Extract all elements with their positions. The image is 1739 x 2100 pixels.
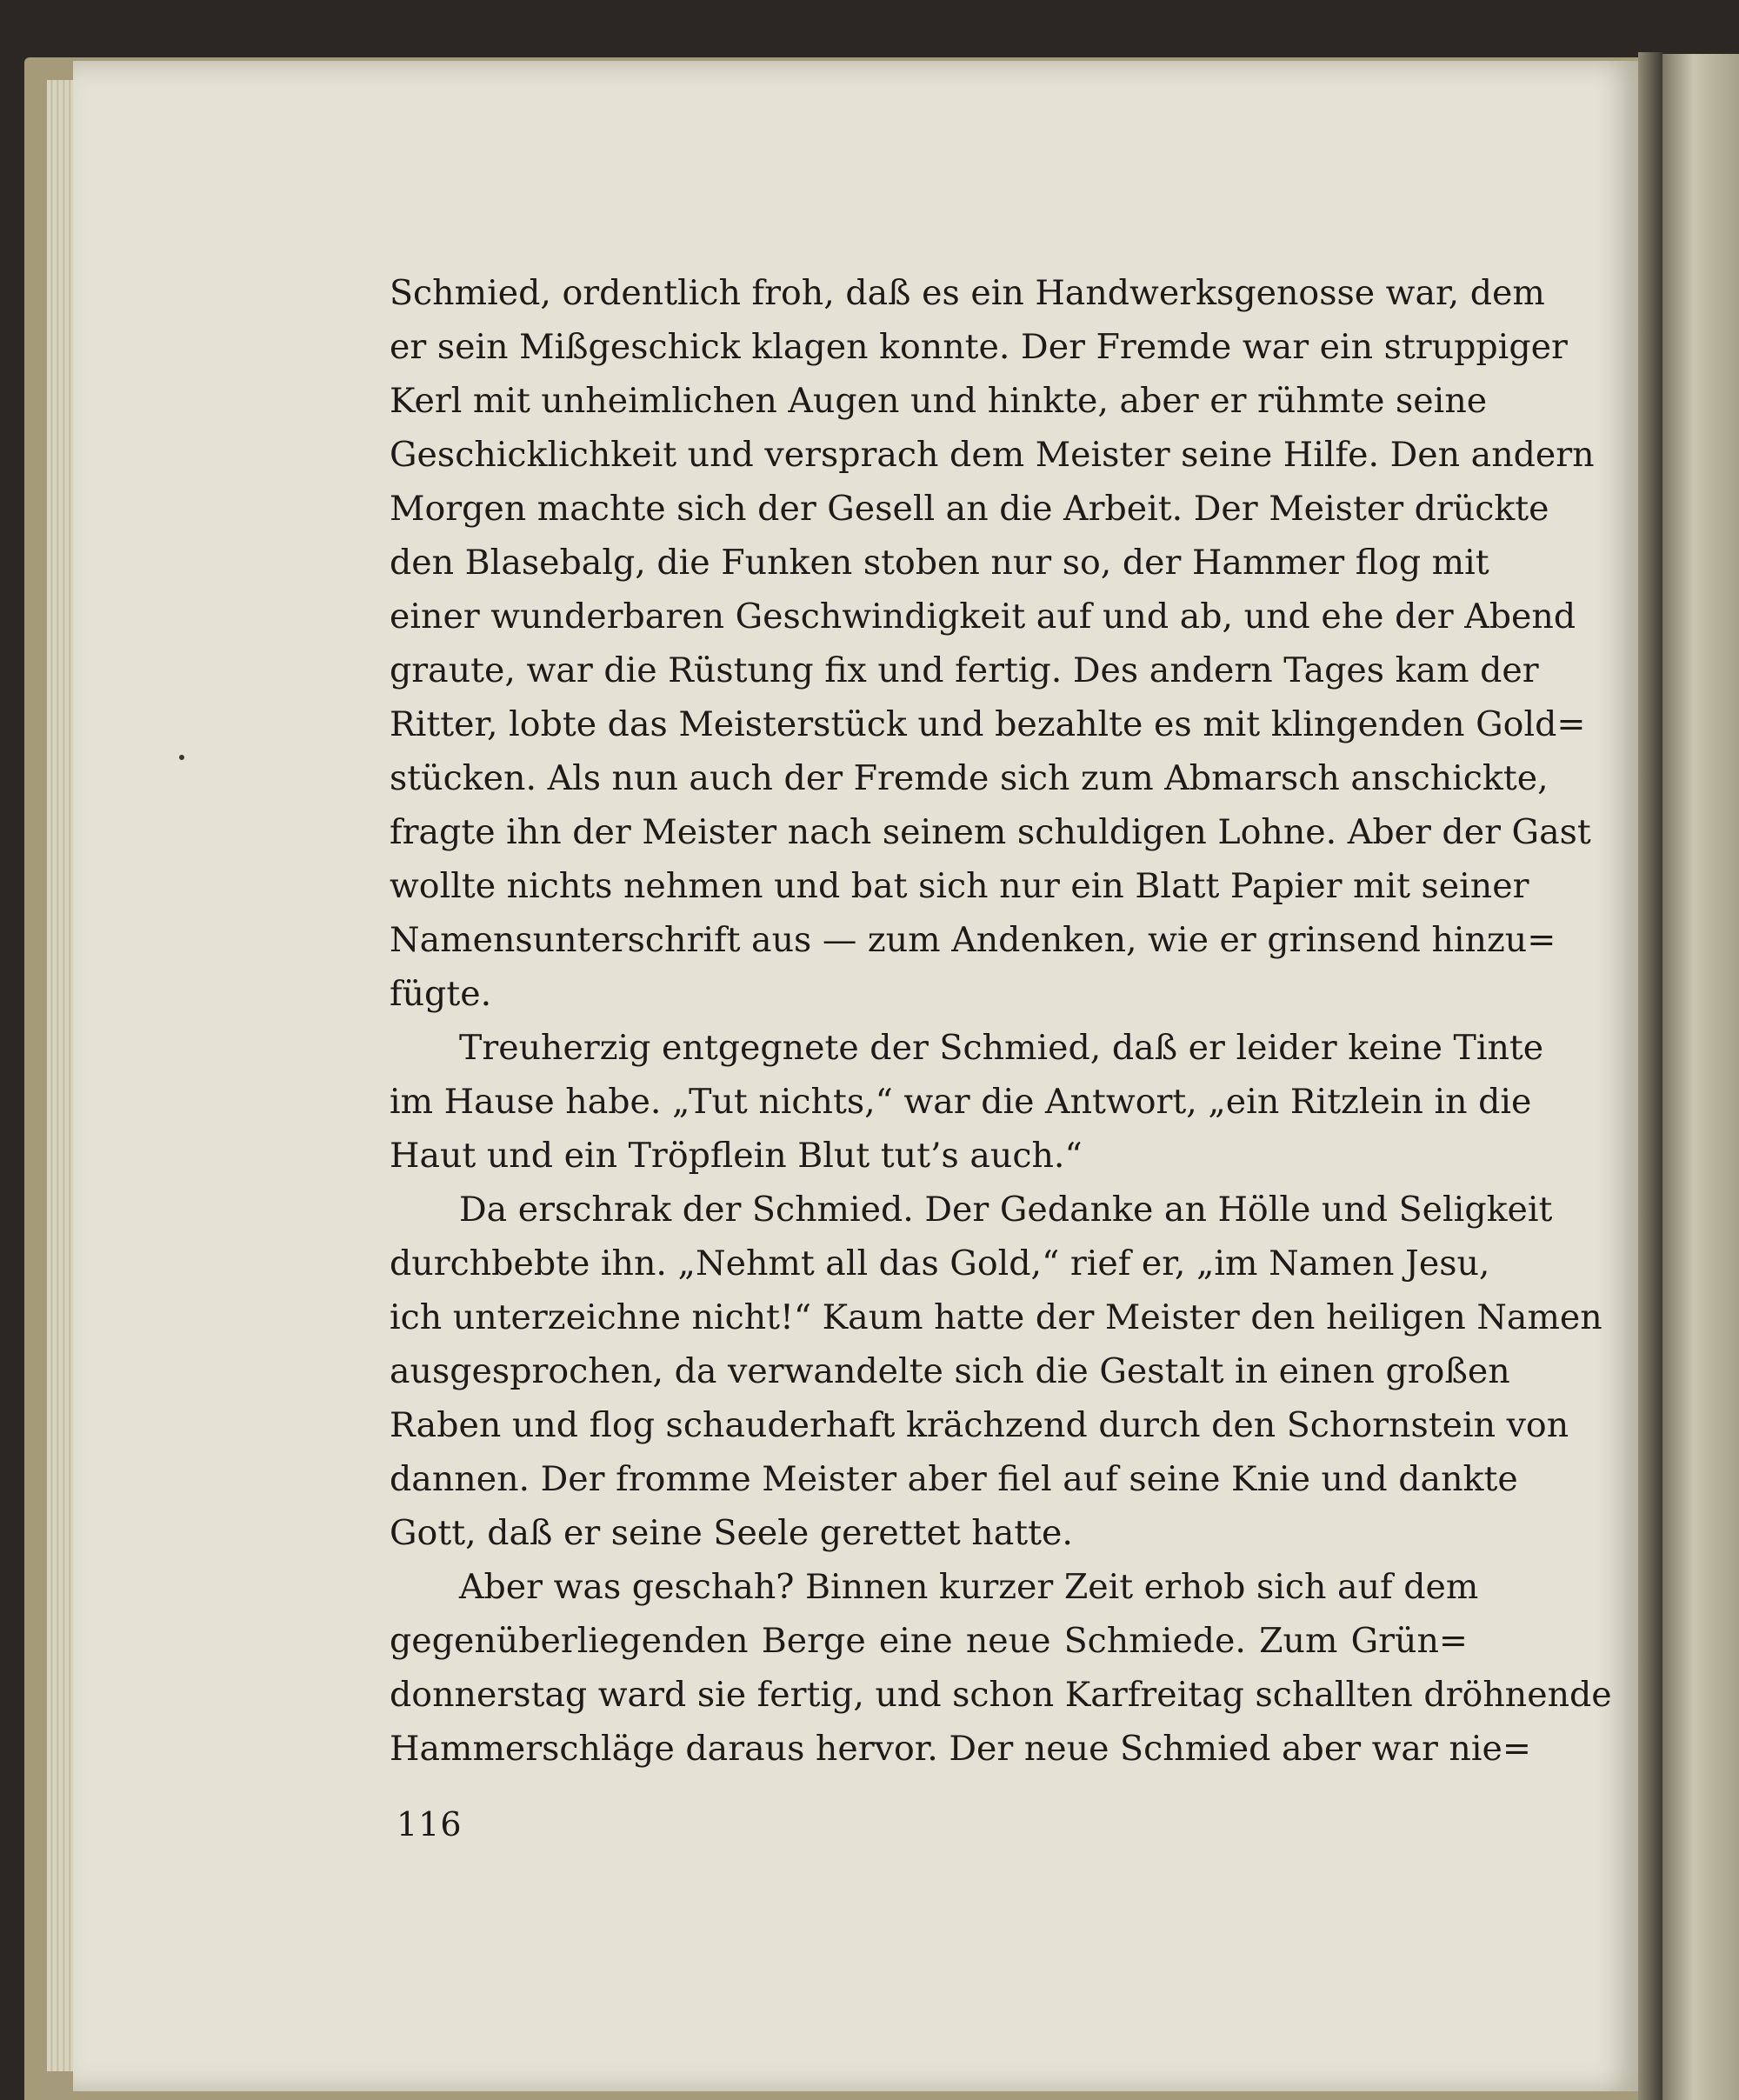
text-line: Gott, daß er seine Seele gerettet hatte. xyxy=(390,1513,1073,1553)
text-line: fügte. xyxy=(390,974,492,1014)
text-line: stücken. Als nun auch der Fremde sich zum Abmarsch anschickte, xyxy=(390,758,1549,798)
text-line: ausgesprochen, da verwandelte sich die Gestalt in einen großen xyxy=(390,1351,1510,1391)
text-line: Schmied, ordentlich froh, daß es ein Handwerksgenosse war, dem xyxy=(390,273,1545,313)
text-line: donnerstag ward sie fertig, und schon Karfreitag schallten dröhnende xyxy=(390,1675,1612,1715)
book-gutter xyxy=(1638,52,1662,2100)
paper-speck xyxy=(179,755,184,760)
text-line: dannen. Der fromme Meister aber fiel auf seine Knie und dankte xyxy=(390,1459,1518,1499)
text-line: gegenüberliegenden Berge eine neue Schmiede. Zum Grün= xyxy=(390,1621,1468,1661)
page-number: 116 xyxy=(396,1805,463,1843)
text-line: Da erschrak der Schmied. Der Gedanke an Hölle und Seligkeit xyxy=(459,1190,1553,1230)
text-line: graute, war die Rüstung fix und fertig. Des andern Tages kam der xyxy=(390,650,1539,690)
text-line: Namensunterschrift aus — zum Andenken, wie er grinsend hinzu= xyxy=(390,920,1556,960)
text-line: Hammerschläge daraus hervor. Der neue Schmied aber war nie= xyxy=(390,1729,1531,1769)
body-text xyxy=(390,266,1612,1776)
text-line: Kerl mit unheimlichen Augen und hinkte, aber er rühmte seine xyxy=(390,381,1488,421)
text-line: wollte nichts nehmen und bat sich nur ein Blatt Papier mit seiner xyxy=(390,866,1529,906)
text-line: Haut und ein Tröpflein Blut tut’s auch.“ xyxy=(390,1136,1083,1176)
text-line: Aber was geschah? Binnen kurzer Zeit erhob sich auf dem xyxy=(459,1567,1479,1607)
facing-page-edge xyxy=(1662,54,1739,2100)
text-line: er sein Mißgeschick klagen konnte. Der Fremde war ein struppiger xyxy=(390,327,1568,367)
text-line: fragte ihn der Meister nach seinem schuldigen Lohne. Aber der Gast xyxy=(390,812,1591,852)
text-line: Raben und flog schauderhaft krächzend durch den Schornstein von xyxy=(390,1405,1569,1445)
text-line: im Hause habe. „Tut nichts,“ war die Antwort, „ein Ritzlein in die xyxy=(390,1082,1532,1122)
text-line: Treuherzig entgegnete der Schmied, daß er leider keine Tinte xyxy=(459,1028,1544,1068)
text-line: Morgen machte sich der Gesell an die Arbeit. Der Meister drückte xyxy=(390,489,1549,529)
text-line: ich unterzeichne nicht!“ Kaum hatte der Meister den heiligen Namen xyxy=(390,1297,1602,1337)
text-line: Geschicklichkeit und versprach dem Meister seine Hilfe. Den andern xyxy=(390,435,1595,475)
text-line: den Blasebalg, die Funken stoben nur so, der Hammer flog mit xyxy=(390,543,1489,583)
text-line: einer wunderbaren Geschwindigkeit auf und ab, und ehe der Abend xyxy=(390,597,1576,637)
text-line: Ritter, lobte das Meisterstück und bezahlte es mit klingenden Gold= xyxy=(390,704,1586,744)
text-line: durchbebte ihn. „Nehmt all das Gold,“ rief er, „im Namen Jesu, xyxy=(390,1243,1490,1283)
